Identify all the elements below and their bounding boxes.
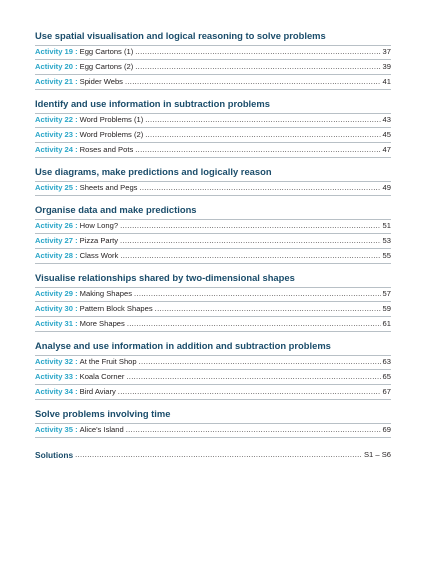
dot-leader <box>120 221 380 231</box>
section-heading: Solve problems involving time <box>35 408 171 419</box>
dot-leader <box>127 319 381 329</box>
dot-leader <box>139 357 381 367</box>
dot-leader <box>135 47 380 57</box>
toc-entry[interactable] <box>35 60 391 75</box>
page-number: 67 <box>382 387 391 396</box>
toc-entry[interactable] <box>35 370 391 385</box>
page-number: 49 <box>382 183 391 192</box>
dot-leader <box>135 62 380 72</box>
dot-leader <box>75 450 362 460</box>
dot-leader <box>145 115 380 125</box>
activity-title: Bird Aviary <box>79 387 116 396</box>
activity-number: Activity 19 : <box>35 47 78 56</box>
dot-leader <box>120 236 381 246</box>
activity-title: Pattern Block Shapes <box>79 304 153 313</box>
page-number: 61 <box>382 319 391 328</box>
page-number: 51 <box>382 221 391 230</box>
activity-number: Activity 28 : <box>35 251 78 260</box>
activity-title: Spider Webs <box>79 77 123 86</box>
page-number: 69 <box>382 425 391 434</box>
dot-leader <box>120 251 380 261</box>
activity-title: Egg Cartons (1) <box>79 47 134 56</box>
activity-number: Activity 22 : <box>35 115 78 124</box>
activity-title: Class Work <box>79 251 119 260</box>
activity-title: Sheets and Pegs <box>79 183 138 192</box>
toc-entry[interactable] <box>35 75 391 90</box>
dot-leader <box>139 183 380 193</box>
toc-entry[interactable] <box>35 45 391 60</box>
page-number: 53 <box>382 236 391 245</box>
activity-title: Pizza Party <box>79 236 119 245</box>
activity-number: Activity 34 : <box>35 387 78 396</box>
solutions-label: Solutions <box>35 450 74 460</box>
toc-entry[interactable] <box>35 317 391 332</box>
dot-leader <box>145 130 380 140</box>
activity-number: Activity 25 : <box>35 183 78 192</box>
section-heading: Visualise relationships shared by two-dimensional shapes <box>35 272 295 283</box>
toc-entry[interactable] <box>35 128 391 143</box>
activity-title: Making Shapes <box>79 289 132 298</box>
toc-entry[interactable] <box>35 143 391 158</box>
activity-title: Word Problems (1) <box>79 115 144 124</box>
section-heading: Identify and use information in subtraction problems <box>35 98 270 109</box>
page-number: 55 <box>382 251 391 260</box>
page-number: 39 <box>382 62 391 71</box>
dot-leader <box>134 289 381 299</box>
toc-entry[interactable] <box>35 234 391 249</box>
toc-section <box>35 272 391 332</box>
activity-title: Egg Cartons (2) <box>79 62 134 71</box>
toc-entry[interactable] <box>35 423 391 438</box>
page-number: 57 <box>382 289 391 298</box>
activity-number: Activity 21 : <box>35 77 78 86</box>
activity-title: More Shapes <box>79 319 125 328</box>
page-number: 65 <box>382 372 391 381</box>
toc-section <box>35 340 391 400</box>
toc-entry[interactable] <box>35 181 391 196</box>
activity-number: Activity 32 : <box>35 357 78 366</box>
toc-entry[interactable] <box>35 249 391 264</box>
activity-number: Activity 35 : <box>35 425 78 434</box>
page-number: 45 <box>382 130 391 139</box>
toc-entry[interactable] <box>35 287 391 302</box>
page-number: 43 <box>382 115 391 124</box>
activity-number: Activity 24 : <box>35 145 78 154</box>
activity-title: Roses and Pots <box>79 145 134 154</box>
activity-number: Activity 33 : <box>35 372 78 381</box>
dot-leader <box>125 77 381 87</box>
table-of-contents <box>35 30 391 460</box>
toc-entry[interactable] <box>35 113 391 128</box>
toc-section <box>35 204 391 264</box>
dot-leader <box>135 145 380 155</box>
dot-leader <box>155 304 381 314</box>
page-number: 59 <box>382 304 391 313</box>
page-number: 63 <box>382 357 391 366</box>
toc-entry[interactable] <box>35 385 391 400</box>
solutions-pages: S1 – S6 <box>363 450 391 459</box>
activity-number: Activity 31 : <box>35 319 78 328</box>
activity-title: Word Problems (2) <box>79 130 144 139</box>
section-heading: Use spatial visualisation and logical reasoning to solve problems <box>35 30 326 41</box>
toc-section <box>35 166 391 196</box>
activity-title: Alice's Island <box>79 425 124 434</box>
toc-entry[interactable] <box>35 302 391 317</box>
toc-entry[interactable] <box>35 219 391 234</box>
activity-number: Activity 29 : <box>35 289 78 298</box>
activity-number: Activity 20 : <box>35 62 78 71</box>
toc-section <box>35 30 391 90</box>
activity-number: Activity 26 : <box>35 221 78 230</box>
dot-leader <box>126 425 381 435</box>
section-heading: Organise data and make predictions <box>35 204 197 215</box>
page-number: 41 <box>382 77 391 86</box>
page-number: 47 <box>382 145 391 154</box>
activity-number: Activity 27 : <box>35 236 78 245</box>
activity-title: At the Fruit Shop <box>79 357 137 366</box>
activity-number: Activity 23 : <box>35 130 78 139</box>
section-heading: Use diagrams, make predictions and logically reason <box>35 166 272 177</box>
toc-section <box>35 98 391 158</box>
toc-section <box>35 408 391 438</box>
solutions-entry[interactable] <box>35 446 391 460</box>
section-heading: Analyse and use information in addition and subtraction problems <box>35 340 331 351</box>
activity-title: Koala Corner <box>79 372 125 381</box>
page-number: 37 <box>382 47 391 56</box>
dot-leader <box>118 387 381 397</box>
activity-title: How Long? <box>79 221 119 230</box>
activity-number: Activity 30 : <box>35 304 78 313</box>
toc-entry[interactable] <box>35 355 391 370</box>
dot-leader <box>126 372 380 382</box>
